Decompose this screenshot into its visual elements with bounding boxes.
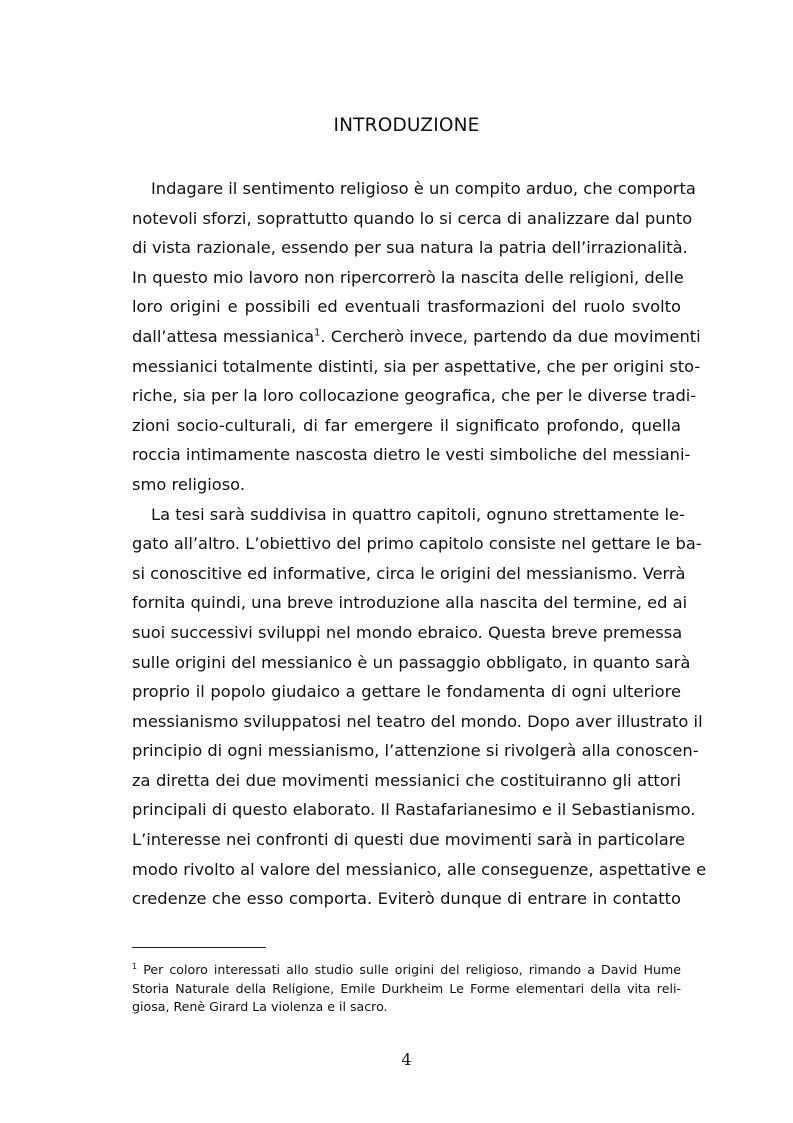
- text-line: gato all’altro. L’obiettivo del primo capitolo consiste nel gettare le ba-: [132, 534, 702, 554]
- text-line: si conoscitive ed informative, circa le origini del messianismo. Verrà: [132, 563, 686, 583]
- footnote-line: Storia Naturale della Religione, Emile Durkheim Le Forme elementari della vita reli-: [132, 980, 681, 996]
- text-line: principio di ogni messianismo, l’attenzione si rivolgerà alla conoscen-: [132, 741, 699, 761]
- footnote-reference[interactable]: 1: [314, 327, 321, 339]
- footnote-text: Per coloro interessati allo studio sulle origini del religioso, rimando a David Hume: [143, 962, 681, 977]
- text-line: sulle origini del messianico è un passaggio obbligato, in quanto sarà: [132, 652, 691, 672]
- footnote: [132, 961, 681, 1017]
- footnote-line: [132, 961, 681, 980]
- text-line: di vista razionale, essendo per sua natura la patria dell’irrazionalità.: [132, 238, 688, 258]
- footnote-separator: [132, 947, 266, 948]
- text-line: L’interesse nei confronti di questi due movimenti sarà in particolare: [132, 830, 686, 850]
- text-line: proprio il popolo giudaico a gettare le fondamenta di ogni ulteriore: [132, 682, 681, 702]
- text-line: roccia intimamente nascosta dietro le vesti simboliche del messiani-: [132, 445, 691, 465]
- footnote-line: giosa, Renè Girard La violenza e il sacro.: [132, 999, 388, 1014]
- text-line-with-footnote-ref: [132, 322, 701, 352]
- text-line: modo rivolto al valore del messianico, alle conseguenze, aspettative e: [132, 859, 707, 879]
- text-fragment: . Cercherò invece, partendo da due movimenti: [320, 326, 701, 346]
- text-line: fornita quindi, una breve introduzione alla nascita del termine, ed ai: [132, 593, 688, 613]
- text-fragment: dall’attesa messianica: [132, 326, 315, 346]
- text-line: Indagare il sentimento religioso è un compito arduo, che comporta: [151, 179, 696, 198]
- text-line: notevoli sforzi, soprattutto quando lo si cerca di analizzare dal punto: [132, 208, 693, 228]
- text-line: principali di questo elaborato. Il Rastafarianesimo e il Sebastianismo.: [132, 800, 696, 820]
- text-line: messianici totalmente distinti, sia per aspettative, che per origini sto-: [132, 356, 701, 376]
- text-line: loro origini e possibili ed eventuali trasformazioni del ruolo svolto: [132, 297, 681, 317]
- text-line: In questo mio lavoro non ripercorrerò la nascita delle religioni, delle: [132, 267, 684, 287]
- text-line: messianismo sviluppatosi nel teatro del mondo. Dopo aver illustrato il: [132, 711, 703, 731]
- footnote-marker: 1: [132, 961, 138, 971]
- text-line: smo religioso.: [132, 474, 246, 494]
- body-text: [132, 174, 707, 914]
- text-line: suoi successivi sviluppi nel mondo ebraico. Questa breve premessa: [132, 622, 683, 642]
- text-line: za diretta dei due movimenti messianici che costituiranno gli attori: [132, 770, 681, 790]
- page-number: 4: [401, 1050, 412, 1069]
- text-line: credenze che esso comporta. Eviterò dunque di entrare in contatto: [132, 889, 681, 909]
- text-line: riche, sia per la loro collocazione geografica, che per le diverse tradi-: [132, 386, 697, 406]
- text-line: La tesi sarà suddivisa in quattro capitoli, ognuno strettamente le-: [151, 504, 685, 524]
- page-title: INTRODUZIONE: [333, 115, 480, 136]
- text-line: zioni socio-culturali, di far emergere il significato profondo, quella: [132, 415, 681, 435]
